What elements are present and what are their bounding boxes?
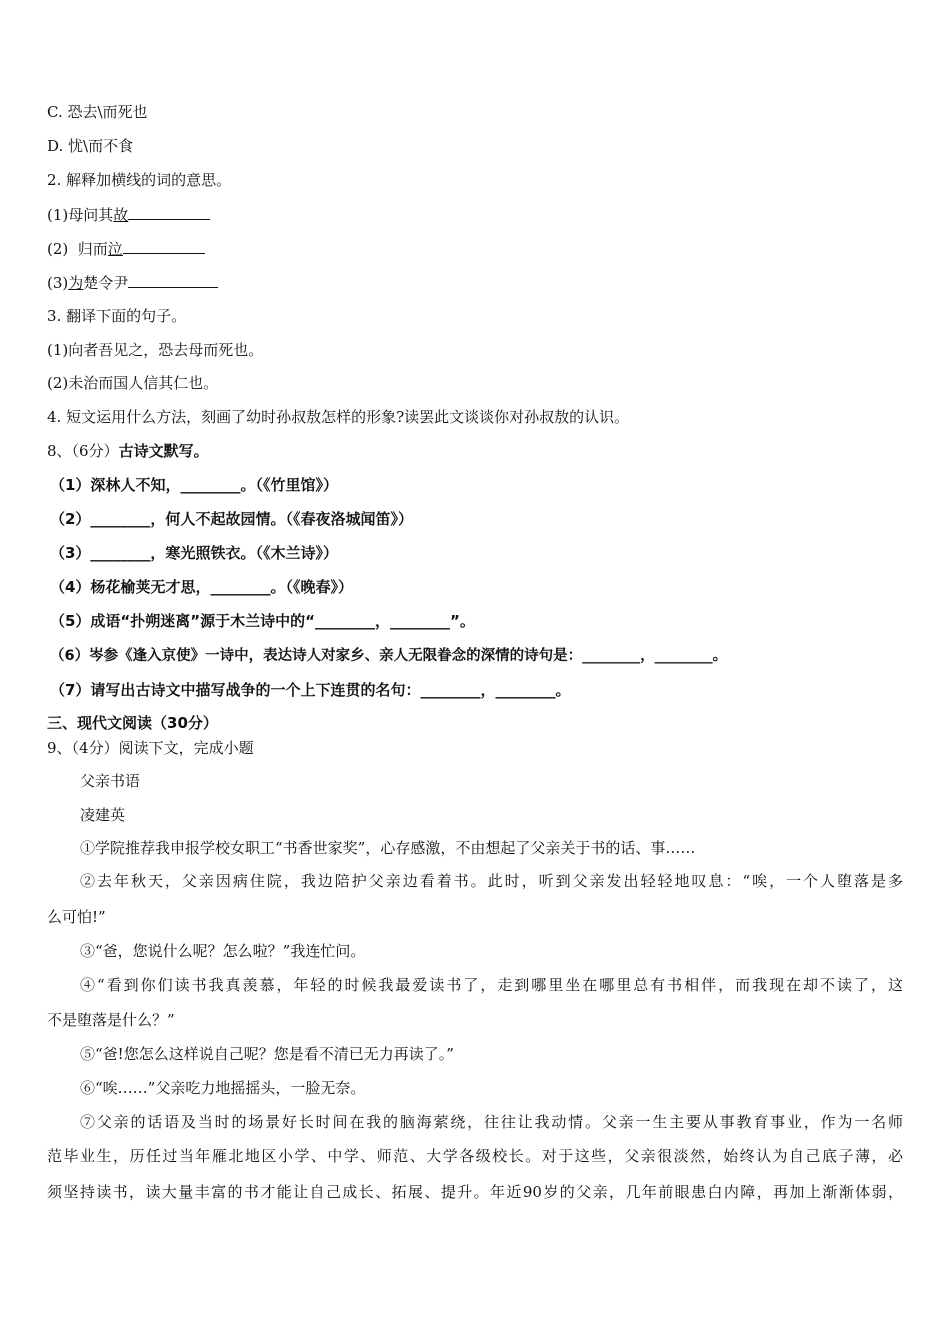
article-author: 凌建英 <box>80 806 126 824</box>
answer-blank[interactable] <box>128 204 210 220</box>
poem-item: （4）杨花榆荚无才思，________。（《晚春》） <box>50 578 353 596</box>
paragraph-line: ④“看到你们读书我真羡慕，年轻的时候我最爱读书了，走到哪里坐在哪里总有书相伴，而我现在却不读了，这 <box>80 976 903 994</box>
poem-item: （2）________，何人不起故园情。（《春夜洛城闻笛》） <box>50 510 413 528</box>
sub-question-2-item: (3)为楚令尹 <box>47 272 218 293</box>
answer-blank[interactable] <box>128 272 218 288</box>
sub-question-4: 4. 短文运用什么方法，刻画了幼时孙叔敖怎样的形象?读罢此文谈谈你对孙叔敖的认识。 <box>47 408 630 426</box>
paragraph-line: 须坚持读书，读大量丰富的书才能让自己成长、拓展、提升。年近90岁的父亲，几年前眼患白内障，再加上渐渐体弱， <box>47 1183 903 1201</box>
article-title: 父亲书语 <box>80 772 141 790</box>
poem-item: （7）请写出古诗文中描写战争的一个上下连贯的名句：________，________。 <box>50 681 571 699</box>
section-heading: 三、现代文阅读（30分） <box>47 714 218 732</box>
paragraph-line: 不是堕落是什么？” <box>47 1011 175 1029</box>
paragraph-line: 么可怕!” <box>47 908 106 926</box>
sub-question-2-title: 2. 解释加横线的词的意思。 <box>47 171 232 189</box>
sub-question-3-item: (2)未治而国人信其仁也。 <box>47 374 219 392</box>
paragraph-line: 范毕业生，历任过当年雁北地区小学、中学、师范、大学各级校长。对于这些，父亲很淡然，始终认为自己底子薄，必 <box>47 1147 903 1165</box>
question-9-header: 9、（4分）阅读下文，完成小题 <box>47 739 254 757</box>
poem-item: （1）深林人不知，________。（《竹里馆》） <box>50 476 338 494</box>
poem-item: （5）成语“扑朔迷离”源于木兰诗中的“________，________”。 <box>50 612 475 630</box>
poem-item: （3）________，寒光照铁衣。（《木兰诗》） <box>50 544 338 562</box>
sub-question-2-item: (1)母问其故 <box>47 204 210 225</box>
option-c: C. 恐去\而死也 <box>47 103 148 121</box>
poem-item: （6）岑参《逢入京使》一诗中，表达诗人对家乡、亲人无限眷念的深情的诗句是：________，________。 <box>50 648 728 664</box>
paragraph-line: ⑤“爸!您怎么这样说自己呢？您是看不清已无力再读了。” <box>80 1045 454 1063</box>
paragraph-line: ⑥“唉……”父亲吃力地摇摇头，一脸无奈。 <box>80 1079 366 1097</box>
paragraph-line: ③“爸，您说什么呢？怎么啦？”我连忙问。 <box>80 942 366 960</box>
question-8-header: 8、（6分）古诗文默写。 <box>47 442 209 460</box>
sub-question-2-item: (2) 归而泣 <box>47 238 205 259</box>
option-d: D. 忧\而不食 <box>47 137 134 155</box>
paragraph-line: ②去年秋天，父亲因病住院，我边陪护父亲边看着书。此时，听到父亲发出轻轻地叹息：“唉，一个人堕落是多 <box>80 872 903 890</box>
sub-question-3-title: 3. 翻译下面的句子。 <box>47 307 187 325</box>
paragraph-line: ①学院推荐我申报学校女职工“书香世家奖”，心存感激，不由想起了父亲关于书的话、事…… <box>80 839 696 857</box>
paragraph-line: ⑦父亲的话语及当时的场景好长时间在我的脑海萦绕，往往让我动情。父亲一生主要从事教育事业，作为一名师 <box>80 1113 903 1131</box>
sub-question-3-item: (1)向者吾见之，恐去母而死也。 <box>47 341 264 359</box>
answer-blank[interactable] <box>123 238 205 254</box>
